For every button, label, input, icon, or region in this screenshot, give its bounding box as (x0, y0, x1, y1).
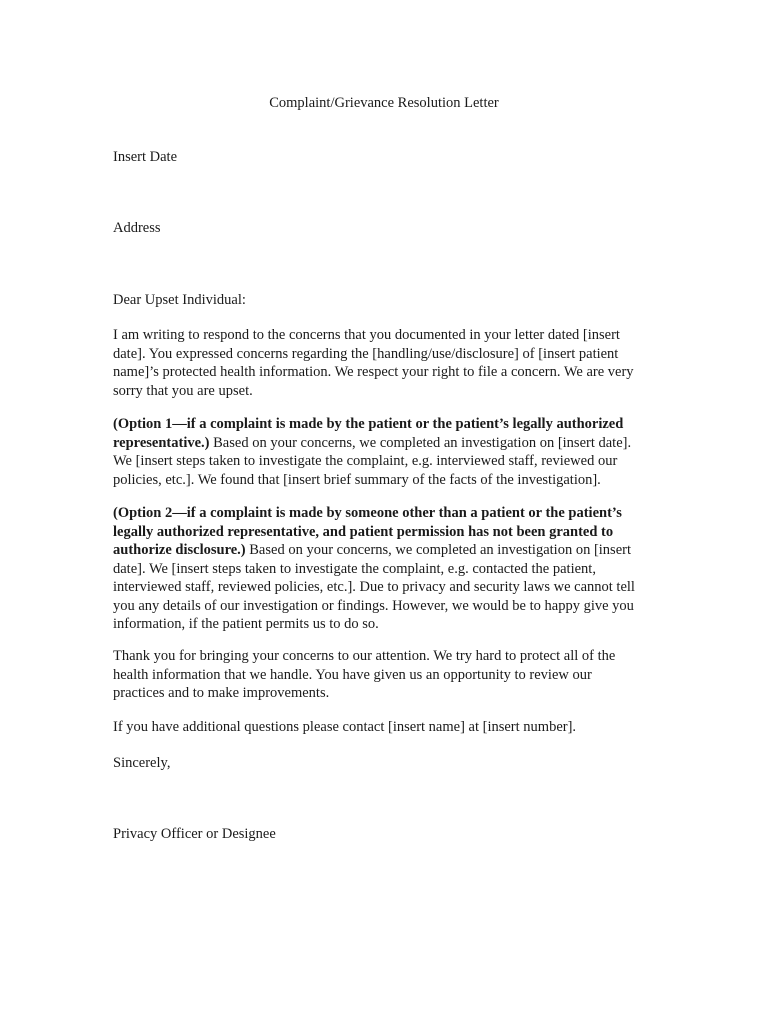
date-placeholder: Insert Date (113, 149, 178, 165)
option2-line: interviewed staff, reviewed policies, etc.]. Due to privacy and security laws we cannot tell (113, 579, 635, 595)
signature: Privacy Officer or Designee (113, 826, 276, 842)
option2-text: Based on your concerns, we completed an investigation on [insert (245, 542, 631, 558)
closing: Sincerely, (113, 755, 171, 771)
intro-line: sorry that you are upset. (113, 382, 253, 399)
option2-heading: (Option 2—if a complaint is made by someone other than a patient or the patient’s (113, 505, 622, 521)
thanks-line: health information that we handle. You have given us an opportunity to review our (113, 666, 592, 683)
thanks-paragraph (113, 647, 658, 703)
option2-paragraph (113, 504, 658, 634)
option2-line: you any details of our investigation or findings. However, we would be to happy give you (113, 597, 634, 614)
salutation: Dear Upset Individual: (113, 292, 246, 308)
intro-line: date]. You expressed concerns regarding the [handling/use/disclosure] of [insert patient (113, 345, 619, 362)
option1-paragraph (113, 415, 658, 489)
option2-heading: legally authorized representative, and patient permission has not been granted to (113, 523, 614, 540)
letter-title: Complaint/Grievance Resolution Letter (269, 95, 499, 111)
option1-text: Based on your concerns, we completed an investigation on [insert date]. (209, 434, 632, 451)
option2-line: date]. We [insert steps taken to investigate the complaint, e.g. contacted the patient, (113, 560, 596, 577)
address-placeholder: Address (113, 220, 161, 236)
intro-line: I am writing to respond to the concerns that you documented in your letter dated [insert (113, 327, 620, 343)
option1-line: We [insert steps taken to investigate the complaint, e.g. interviewed staff, reviewed our (113, 453, 618, 469)
thanks-line: practices and to make improvements. (113, 685, 330, 701)
option2-heading-end: authorize disclosure.) (113, 542, 246, 558)
intro-paragraph (113, 326, 658, 400)
intro-line: name]’s protected health information. We respect your right to file a concern. We are very (113, 364, 634, 380)
option2-line: information, if the patient permits us to do so. (113, 616, 379, 632)
option1-line: policies, etc.]. We found that [insert brief summary of the facts of the investigation]. (113, 471, 601, 488)
option1-heading-end: representative.) (113, 434, 210, 451)
option1-heading: (Option 1—if a complaint is made by the patient or the patient’s legally authorized (113, 416, 624, 432)
contact-sentence: If you have additional questions please contact [insert name] at [insert number]. (113, 719, 577, 735)
thanks-line: Thank you for bringing your concerns to our attention. We try hard to protect all of the (113, 648, 616, 664)
